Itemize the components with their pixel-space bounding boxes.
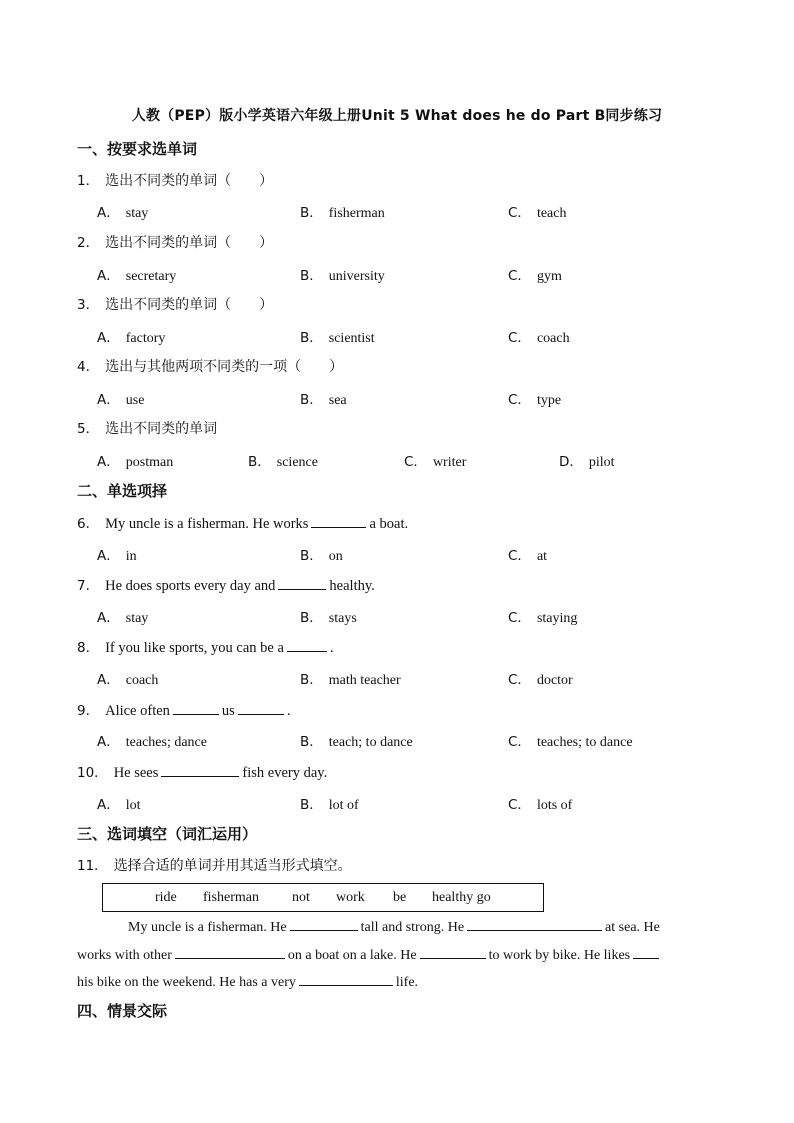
option-c[interactable]: C． coach	[508, 330, 570, 346]
question-number: 1．	[77, 173, 100, 189]
word-bank-item: healthy go	[432, 890, 491, 905]
option-b[interactable]: B． scientist	[300, 330, 375, 346]
question-8	[77, 636, 334, 657]
question-3	[77, 293, 273, 314]
option-c[interactable]: C． doctor	[508, 672, 573, 688]
option-a[interactable]: A． secretary	[97, 268, 177, 284]
option-c[interactable]: C． type	[508, 392, 562, 408]
question-text: If you like sports, you can be a	[105, 640, 284, 656]
word-bank-box	[102, 883, 544, 912]
question-number: 6．	[77, 516, 100, 532]
option-a[interactable]: A． stay	[97, 205, 149, 221]
answer-blank[interactable]	[287, 638, 327, 652]
question-text: He sees	[113, 765, 159, 781]
passage-blank-3[interactable]	[175, 945, 285, 959]
question-text: 选出不同类的单词（ ）	[105, 235, 274, 251]
question-text-end: fish every day.	[242, 765, 328, 781]
question-11	[77, 854, 352, 875]
passage-line-1: My uncle is a fisherman. He tall and strong. He at sea. He	[128, 917, 720, 936]
passage-blank-2[interactable]	[467, 917, 602, 931]
question-number: 11．	[77, 858, 108, 874]
option-a[interactable]: A． use	[97, 392, 145, 408]
answer-blank[interactable]	[278, 576, 326, 590]
question-text-end: .	[329, 640, 334, 656]
option-a[interactable]: A． teaches; dance	[97, 734, 207, 750]
answer-blank[interactable]	[311, 514, 366, 528]
option-b[interactable]: B． sea	[300, 392, 347, 408]
question-number: 7．	[77, 578, 100, 594]
question-4	[77, 355, 343, 376]
passage-line-3: his bike on the weekend. He has a very life.	[77, 972, 719, 991]
option-b[interactable]: B． university	[300, 268, 385, 284]
question-7	[77, 574, 375, 595]
question-9	[77, 699, 290, 720]
question-number: 3．	[77, 297, 100, 313]
option-b[interactable]: B． science	[248, 454, 318, 470]
question-1	[77, 169, 273, 190]
section-heading-2: 二、单选项择	[77, 482, 168, 500]
question-6	[77, 512, 408, 533]
section-heading-1: 一、按要求选单词	[77, 140, 198, 158]
question-text: 选出不同类的单词（ ）	[105, 297, 274, 313]
question-text: Alice often	[105, 703, 170, 719]
option-c[interactable]: C． teaches; to dance	[508, 734, 633, 750]
page-title: 人教（PEP）版小学英语六年级上册Unit 5 What does he do Part B同步练习	[131, 108, 663, 124]
passage-blank-4[interactable]	[420, 945, 486, 959]
option-b[interactable]: B． stays	[300, 610, 357, 626]
option-b[interactable]: B． teach; to dance	[300, 734, 413, 750]
question-number: 10．	[77, 765, 108, 781]
answer-blank-1[interactable]	[173, 701, 219, 715]
passage-blank-5[interactable]	[633, 945, 659, 959]
question-number: 9．	[77, 703, 100, 719]
question-number: 5．	[77, 421, 100, 437]
section-heading-3: 三、选词填空（词汇运用）	[77, 825, 258, 843]
question-number: 4．	[77, 359, 100, 375]
passage-blank-6[interactable]	[299, 972, 393, 986]
question-number: 8．	[77, 640, 100, 656]
question-10	[77, 761, 327, 782]
passage-blank-1[interactable]	[290, 917, 358, 931]
option-a[interactable]: A． postman	[97, 454, 174, 470]
question-2	[77, 231, 273, 252]
section-heading-4: 四、情景交际	[77, 1002, 168, 1020]
answer-blank[interactable]	[161, 763, 239, 777]
option-c[interactable]: C． at	[508, 548, 548, 564]
word-bank-item: work	[336, 890, 365, 905]
option-c[interactable]: C． lots of	[508, 797, 573, 813]
option-b[interactable]: B． fisherman	[300, 205, 385, 221]
word-bank-item: fisherman	[203, 890, 259, 905]
word-bank-item: not	[292, 890, 310, 905]
question-number: 2．	[77, 235, 100, 251]
option-c[interactable]: C． gym	[508, 268, 562, 284]
question-text: 选出不同类的单词（ ）	[105, 173, 274, 189]
option-a[interactable]: A． stay	[97, 610, 149, 626]
word-bank-item: be	[393, 890, 407, 905]
question-text-end: .	[286, 703, 291, 719]
question-text: My uncle is a fisherman. He works	[105, 516, 309, 532]
question-text: He does sports every day and	[105, 578, 276, 594]
option-b[interactable]: B． lot of	[300, 797, 359, 813]
question-text-mid: us	[221, 703, 235, 719]
option-b[interactable]: B． on	[300, 548, 343, 564]
option-a[interactable]: A． coach	[97, 672, 159, 688]
question-text-end: healthy.	[329, 578, 375, 594]
word-bank-item: ride	[155, 890, 177, 905]
option-c[interactable]: C． writer	[404, 454, 467, 470]
option-a[interactable]: A． factory	[97, 330, 166, 346]
question-text: 选出与其他两项不同类的一项（ ）	[105, 359, 344, 375]
option-b[interactable]: B． math teacher	[300, 672, 401, 688]
question-text: 选出不同类的单词	[105, 421, 218, 437]
option-c[interactable]: C． teach	[508, 205, 567, 221]
question-text: 选择合适的单词并用其适当形式填空。	[113, 858, 352, 874]
question-text-end: a boat.	[369, 516, 409, 532]
option-d[interactable]: D． pilot	[559, 454, 615, 470]
option-c[interactable]: C． staying	[508, 610, 578, 626]
question-5	[77, 417, 217, 438]
option-a[interactable]: A． in	[97, 548, 137, 564]
option-a[interactable]: A． lot	[97, 797, 141, 813]
answer-blank-2[interactable]	[238, 701, 284, 715]
passage-line-2: works with other on a boat on a lake. He to work by bike. He likes	[77, 945, 719, 964]
